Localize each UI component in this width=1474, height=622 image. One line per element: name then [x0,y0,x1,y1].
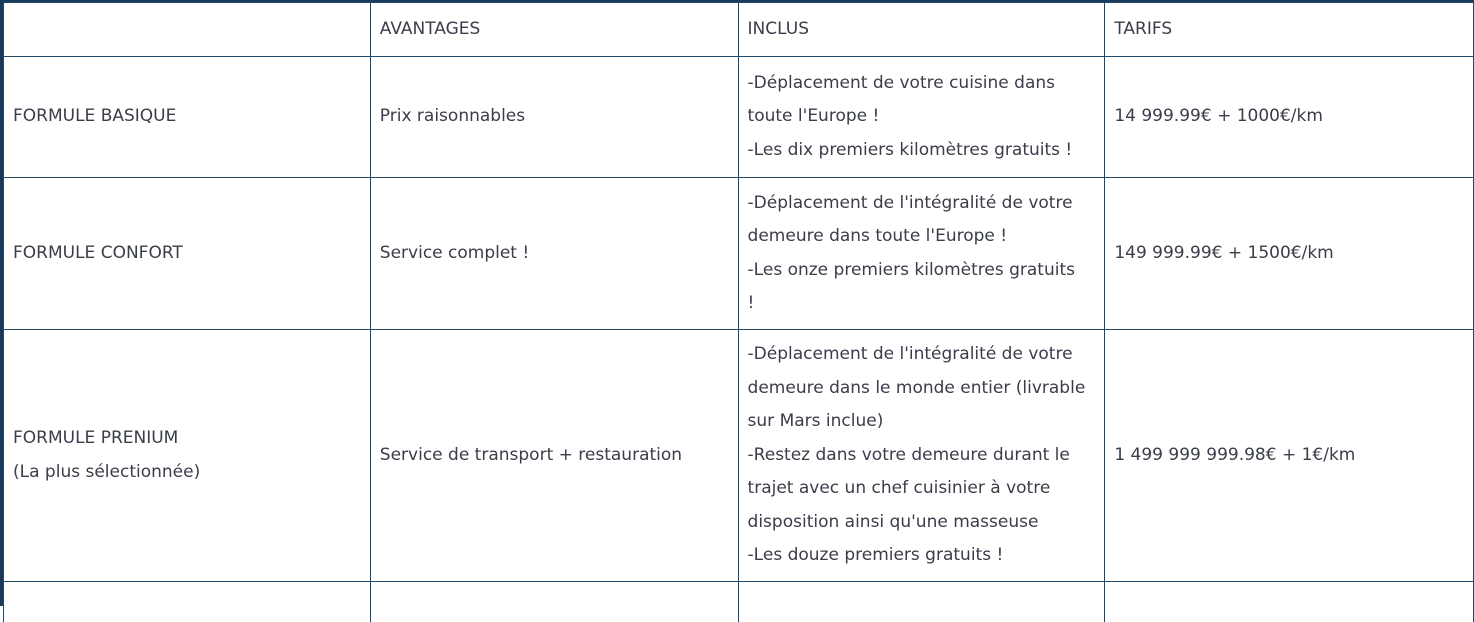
tarifs-cell: 1 499 999 999.98€ + 1€/km [1105,330,1474,582]
inclus-line: -Les dix premiers kilomètres gratuits ! [747,139,1073,160]
inclus-line: disposition ainsi qu'une masseuse [747,511,1039,532]
inclus-line: -Déplacement de l'intégralité de votre [747,192,1073,213]
inclus-line: ! [747,293,755,313]
formule-cell [4,178,371,330]
table-footer-row [4,582,1474,622]
tarifs-cell: 14 999.99€ + 1000€/km [1105,57,1474,178]
avantages-cell: Prix raisonnables [370,57,738,178]
inclus-line: -Déplacement de l'intégralité de votre [747,344,1073,365]
formule-name: FORMULE BASIQUE [13,106,177,127]
empty-cell [370,582,738,622]
inclus-line: toute l'Europe ! [747,106,880,127]
inclus-line: demeure dans le monde entier (livrable [747,377,1086,398]
inclus-line: -Les douze premiers gratuits ! [747,545,1004,566]
avantages-cell: Service complet ! [370,178,738,330]
inclus-line: -Restez dans votre demeure durant le [747,444,1070,465]
inclus-line: trajet avec un chef cuisinier à votre [747,478,1051,499]
header-cell-inclus: INCLUS [738,3,1105,57]
formule-cell [4,330,371,582]
table-header-row [4,3,1474,57]
formule-subtitle: (La plus sélectionnée) [13,461,201,482]
inclus-cell [738,178,1105,330]
empty-cell [1105,582,1474,622]
inclus-cell [738,330,1105,582]
pricing-table [3,2,1474,622]
formule-name: FORMULE PRENIUM [13,428,179,448]
inclus-line: sur Mars inclue) [747,411,884,432]
table-row [4,330,1474,582]
inclus-line: -Les onze premiers kilomètres gratuits [747,259,1075,280]
header-cell-avantages: AVANTAGES [370,3,738,57]
header-cell-tarifs: TARIFS [1105,3,1474,57]
empty-cell [4,582,371,622]
header-cell-empty [4,3,371,57]
tarifs-cell: 149 999.99€ + 1500€/km [1105,178,1474,330]
formule-name: FORMULE CONFORT [13,242,183,263]
empty-cell [738,582,1105,622]
inclus-line: -Déplacement de votre cuisine dans [747,72,1055,93]
inclus-line: demeure dans toute l'Europe ! [747,226,1008,246]
table-row [4,57,1474,178]
avantages-cell: Service de transport + restauration [370,330,738,582]
inclus-cell [738,57,1105,178]
table-row [4,178,1474,330]
formule-cell [4,57,371,178]
